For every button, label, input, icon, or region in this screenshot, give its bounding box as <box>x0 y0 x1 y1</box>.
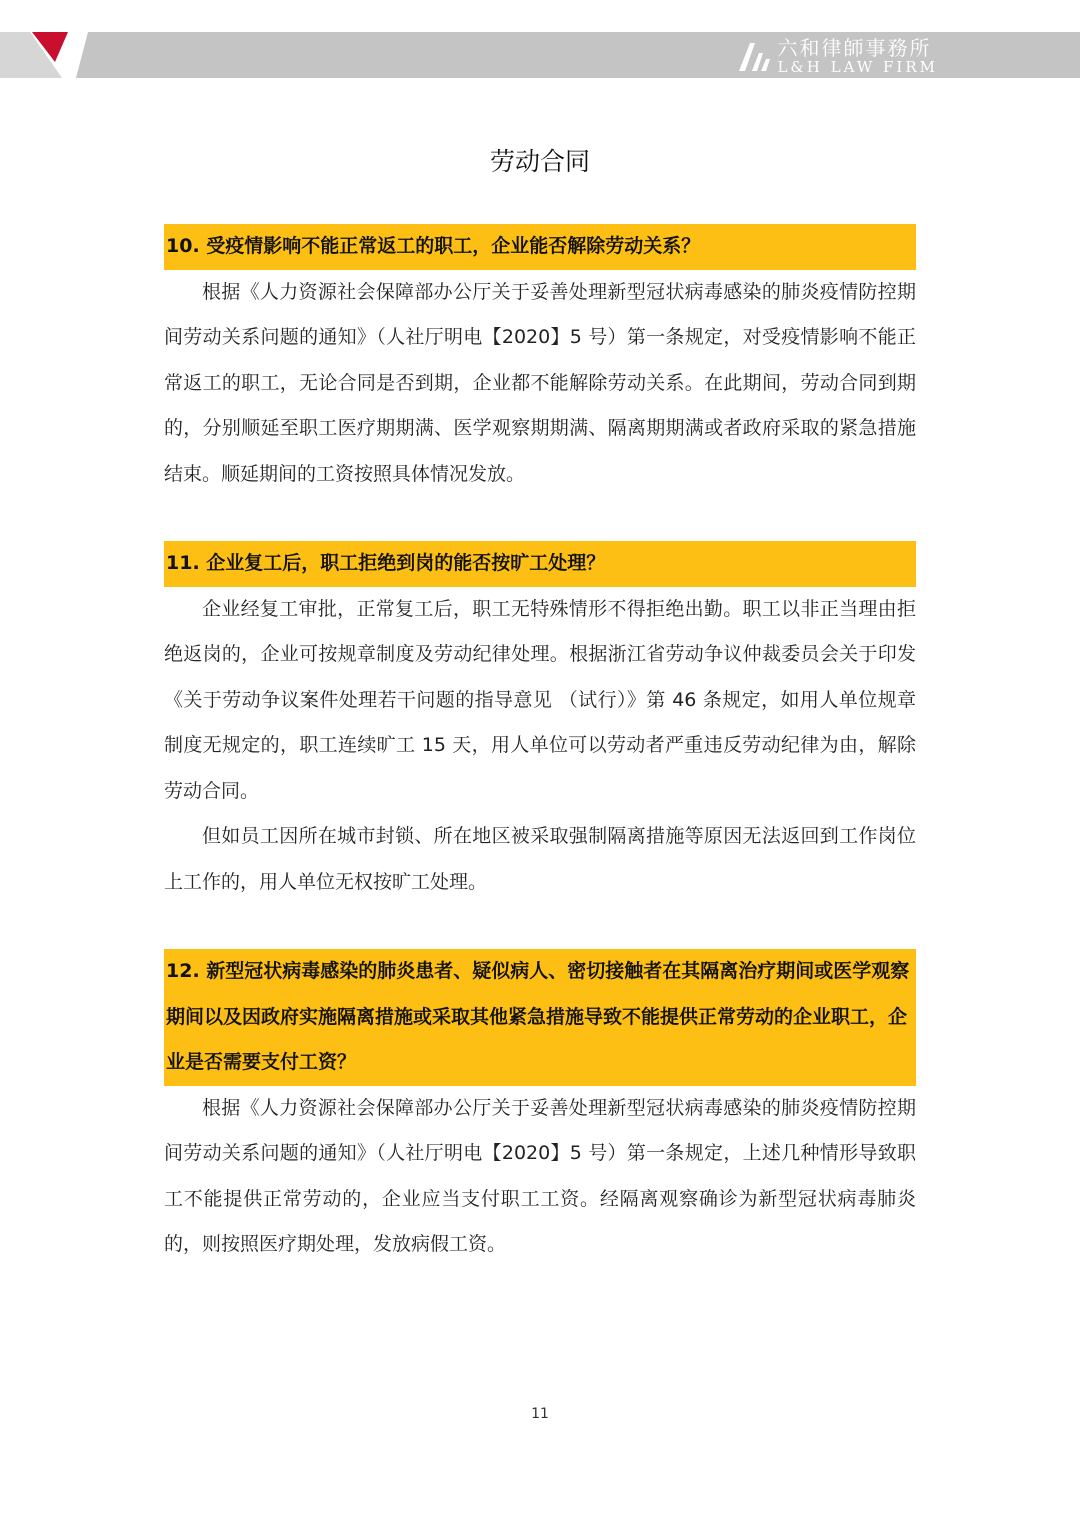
firm-name-cn: 六和律師事務所 <box>777 35 932 60</box>
answer-paragraph: 根据《人力资源社会保障部办公厅关于妥善处理新型冠状病毒感染的肺炎疫情防控期间劳动关系问题的通知》（人社厅明电【2020】5 号）第一条规定，上述几种情形导致职工不能提供正常劳动的，企业应当支付职工工资。经隔离观察确诊为新型冠状病毒肺炎的，则按照医疗期处理，发放病假工资。 <box>164 1096 916 1255</box>
section-12 <box>164 949 916 1268</box>
section-11 <box>164 541 916 905</box>
question-heading: 12. 新型冠状病毒感染的肺炎患者、疑似病人、密切接触者在其隔离治疗期间或医学观察期间以及因政府实施隔离措施或采取其他紧急措施导致不能提供正常劳动的企业职工，企业是否需要支付工资？ <box>164 949 916 1086</box>
page-number: 11 <box>531 1406 549 1422</box>
answer-paragraph: 企业经复工审批，正常复工后，职工无特殊情形不得拒绝出勤。职工以非正当理由拒绝返岗的，企业可按规章制度及劳动纪律处理。根据浙江省劳动争议仲裁委员会关于印发《关于劳动争议案件处理若干问题的指导意见 （试行）》第 46 条规定，如用人单位规章制度无规定的，职工连续旷工 15 天，用人单位可以劳动者严重违反劳动纪律为由，解除劳动合同。 <box>164 597 916 802</box>
answer-paragraph: 但如员工因所在城市封锁、所在地区被采取强制隔离措施等原因无法返回到工作岗位上工作的，用人单位无权按旷工处理。 <box>164 825 916 893</box>
answer-paragraph: 根据《人力资源社会保障部办公厅关于妥善处理新型冠状病毒感染的肺炎疫情防控期间劳动关系问题的通知》（人社厅明电【2020】5 号）第一条规定，对受疫情影响不能正常返工的职工，无论合同是否到期，企业都不能解除劳动关系。在此期间，劳动合同到期的，分别顺延至职工医疗期期满、医学观察期期满、隔离期期满或者政府采取的紧急措施结束。顺延期间的工资按照具体情况发放。 <box>164 280 916 485</box>
question-heading: 10. 受疫情影响不能正常返工的职工，企业能否解除劳动关系？ <box>164 224 916 270</box>
firm-logo <box>737 36 938 76</box>
question-heading: 11. 企业复工后，职工拒绝到岗的能否按旷工处理？ <box>164 541 916 587</box>
firm-logo-icon <box>737 39 771 73</box>
section-10 <box>164 224 916 497</box>
page-title: 劳动合同 <box>489 147 590 176</box>
firm-name-en: L&H LAW FIRM <box>777 57 938 76</box>
